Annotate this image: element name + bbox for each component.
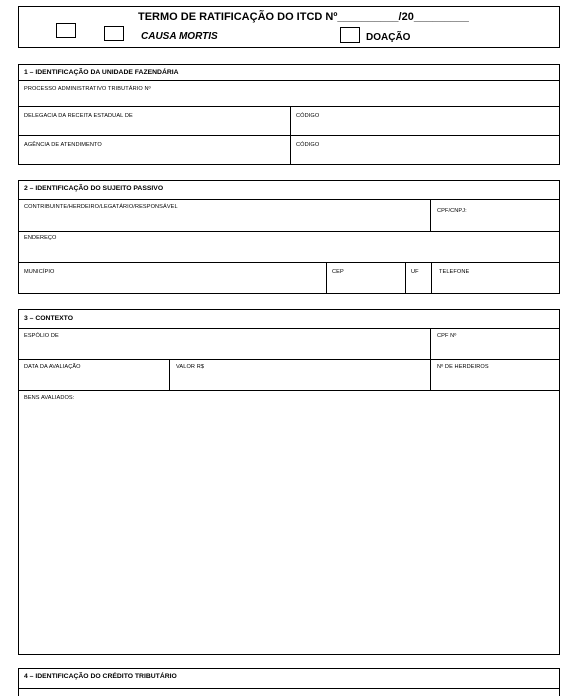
delegacia-label: DELEGACIA DA RECEITA ESTADUAL DE — [24, 113, 133, 119]
doacao-label: DOAÇÃO — [366, 32, 411, 43]
causa-mortis-label: CAUSA MORTIS — [141, 31, 218, 42]
valor-field[interactable] — [170, 360, 429, 390]
codigo2-field[interactable] — [291, 136, 559, 164]
cep-field[interactable] — [327, 263, 404, 293]
data-avaliacao-label: DATA DA AVALIAÇÃO — [24, 364, 81, 370]
contribuinte-label: CONTRIBUINTE/HERDEIRO/LEGATÁRIO/RESPONSÁVEL — [24, 204, 178, 210]
espolio-field[interactable] — [18, 329, 430, 359]
data-avaliacao-field[interactable] — [18, 360, 168, 390]
cpf-n-label: CPF Nº — [437, 333, 457, 339]
codigo1-label: CÓDIGO — [296, 113, 320, 119]
espolio-label: ESPÓLIO DE — [24, 333, 59, 339]
telefone-label: TELEFONE — [439, 269, 470, 275]
codigo1-field[interactable] — [291, 107, 559, 135]
telefone-field[interactable] — [432, 263, 559, 293]
agencia-label: AGÊNCIA DE ATENDIMENTO — [24, 142, 102, 148]
section4-title: 4 – IDENTIFICAÇÃO DO CRÉDITO TRIBUTÁRIO — [24, 673, 177, 680]
agencia-field[interactable] — [18, 136, 290, 164]
checkbox-doacao[interactable] — [340, 27, 360, 43]
cep-label: CEP — [332, 269, 344, 275]
section3-title: 3 – CONTEXTO — [24, 315, 73, 322]
endereco-field[interactable] — [18, 232, 560, 261]
delegacia-field[interactable] — [18, 107, 290, 135]
section1-title: 1 – IDENTIFICAÇÃO DA UNIDADE FAZENDÁRIA — [24, 69, 179, 76]
municipio-label: MUNICÍPIO — [24, 269, 55, 275]
processo-field[interactable] — [18, 81, 560, 106]
valor-label: VALOR R$ — [176, 364, 205, 370]
processo-label: PROCESSO ADMINISTRATIVO TRIBUTÁRIO Nº — [24, 86, 151, 92]
checkbox-causa-mortis[interactable] — [104, 26, 124, 41]
contribuinte-field[interactable] — [18, 200, 430, 230]
bens-avaliados-label: BENS AVALIADOS: — [24, 395, 75, 401]
checkbox-1[interactable] — [56, 23, 76, 38]
herdeiros-label: Nº DE HERDEIROS — [437, 364, 489, 370]
form-title: TERMO DE RATIFICAÇÃO DO ITCD Nº__________/20_________ — [138, 11, 469, 23]
section4-divider-1 — [18, 688, 560, 689]
uf-field[interactable] — [406, 263, 430, 293]
cpf-cnpj-field[interactable] — [431, 200, 559, 230]
herdeiros-field[interactable] — [431, 360, 559, 390]
section2-title: 2 – IDENTIFICAÇÃO DO SUJEITO PASSIVO — [24, 185, 164, 192]
uf-label: UF — [411, 269, 419, 275]
endereco-label: ENDEREÇO — [24, 235, 57, 241]
cpf-n-field[interactable] — [431, 329, 559, 359]
codigo2-label: CÓDIGO — [296, 142, 320, 148]
municipio-field[interactable] — [18, 263, 325, 293]
cpf-cnpj-label: CPF/CNPJ: — [437, 208, 467, 214]
bens-avaliados-field[interactable] — [18, 391, 560, 654]
